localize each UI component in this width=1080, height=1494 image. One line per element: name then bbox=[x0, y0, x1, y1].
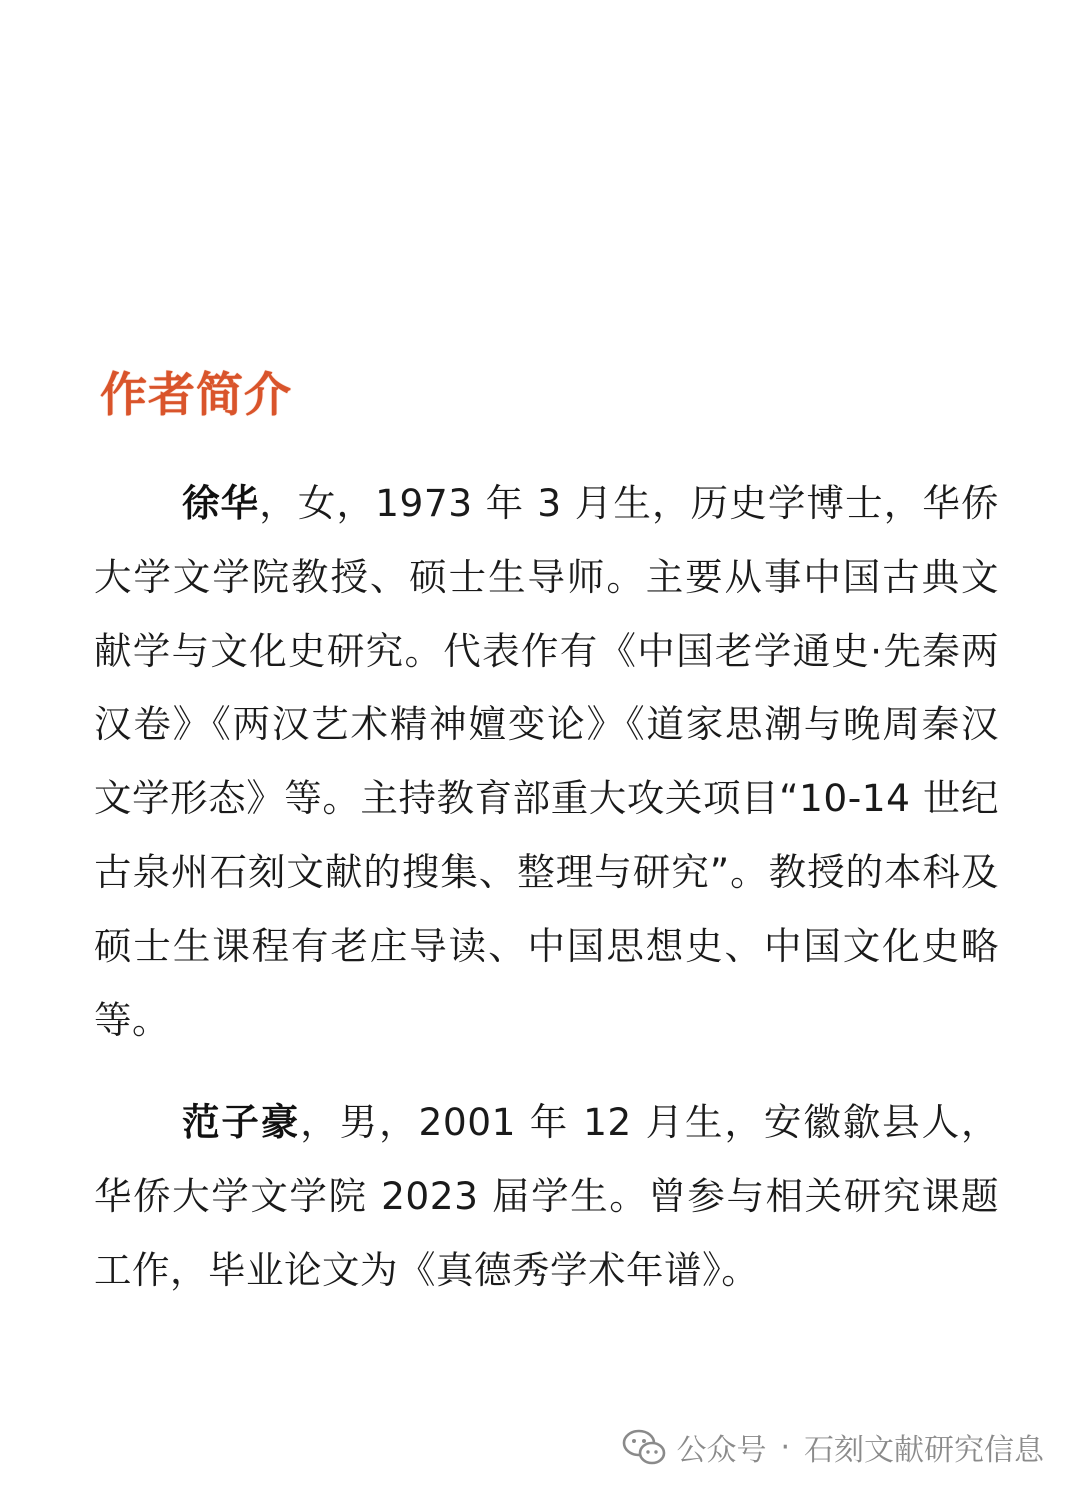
author-bio-text: ，女，1973 年 3 月生，历史学博士，华侨大学文学院教授、硕士生导师。主要从事中国古典文献学与文化史研究。代表作有《中国老学通史·先秦两汉卷》《两汉艺术精神嬗变论》《道家思潮与晚周秦汉文学形态》等。主持教育部重大攻关项目“10-14 世纪古泉州石刻文献的搜集、整理与研究”。教授的本科及硕士生课程有老庄导读、中国思想史、中国文化史略等。 bbox=[94, 481, 999, 1042]
watermark-account-name: 石刻文献研究信息 bbox=[804, 1433, 1044, 1468]
watermark-label: 公众号 bbox=[676, 1433, 767, 1468]
author-bio-xu-hua bbox=[94, 467, 999, 1057]
wechat-watermark bbox=[622, 1425, 1044, 1469]
author-name: 范子豪 bbox=[182, 1100, 301, 1144]
wechat-icon bbox=[622, 1428, 666, 1466]
watermark-separator: · bbox=[780, 1429, 790, 1465]
author-bio-text: ，男，2001 年 12 月生，安徽歙县人，华侨大学文学院 2023 届学生。曾参与相关研究课题工作，毕业论文为《真德秀学术年谱》。 bbox=[94, 1100, 999, 1292]
author-bio-fan-zihao bbox=[94, 1086, 999, 1307]
section-heading: 作者简介 bbox=[100, 368, 292, 423]
author-name: 徐华 bbox=[182, 481, 260, 525]
